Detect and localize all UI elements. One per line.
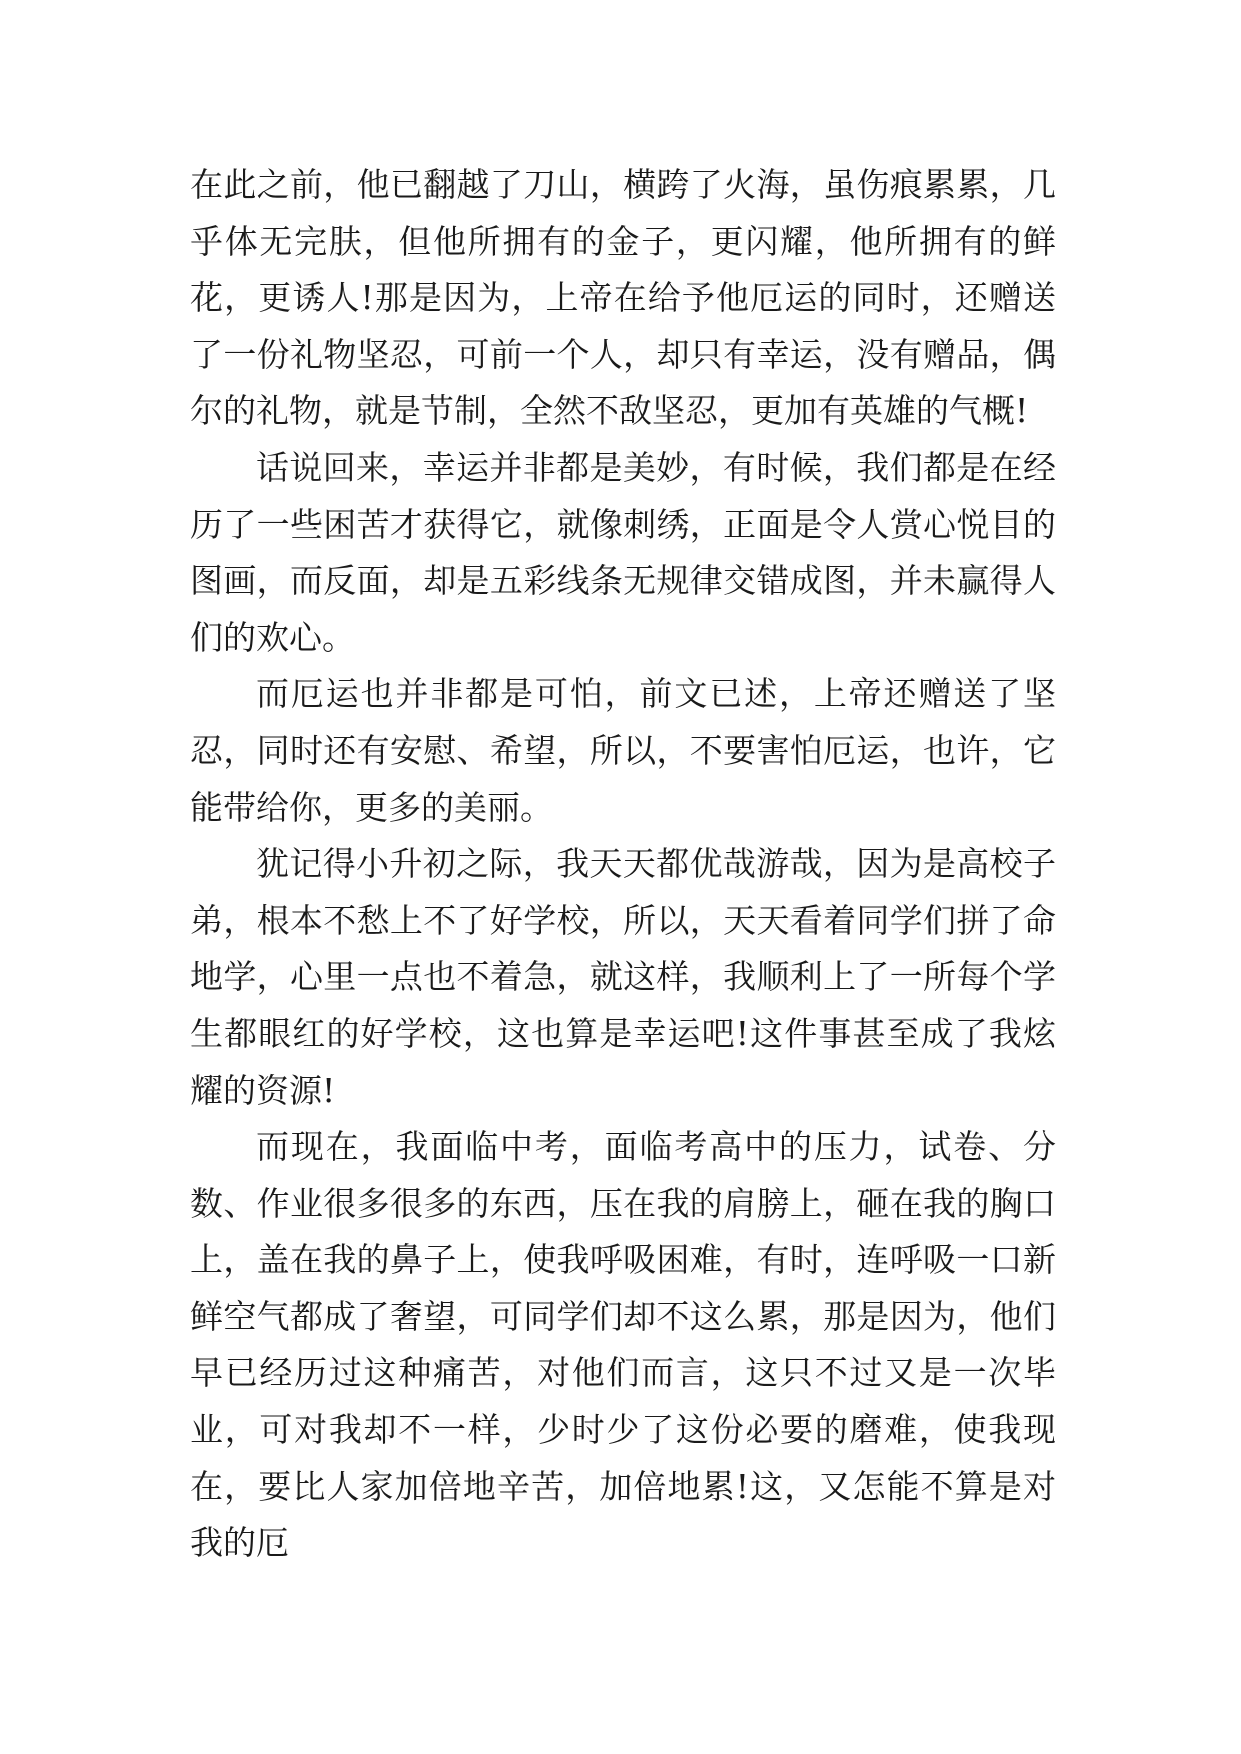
paragraph: 而现在，我面临中考，面临考高中的压力，试卷、分数、作业很多很多的东西，压在我的肩膀上，砸在我的胸口上，盖在我的鼻子上，使我呼吸困难，有时，连呼吸一口新鲜空气都成了奢望，可同学们却不这么累，那是因为，他们早已经历过这种痛苦，对他们而言，这只不过又是一次毕业，可对我却不一样，少时少了这份必要的磨难，使我现在，要比人家加倍地辛苦，加倍地累!这，又怎能不算是对我的厄 xyxy=(190,1127,1056,1563)
paragraph: 犹记得小升初之际，我天天都优哉游哉，因为是高校子弟，根本不愁上不了好学校，所以，天天看着同学们拼了命地学，心里一点也不着急，就这样，我顺利上了一所每个学生都眼红的好学校，这也算是幸运吧!这件事甚至成了我炫耀的资源! xyxy=(190,844,1056,1110)
paragraph: 而厄运也并非都是可怕，前文已述，上帝还赠送了坚忍，同时还有安慰、希望，所以，不要害怕厄运，也许，它能带给你，更多的美丽。 xyxy=(190,674,1056,827)
paragraph: 话说回来，幸运并非都是美妙，有时候，我们都是在经历了一些困苦才获得它，就像刺绣，正面是令人赏心悦目的图画，而反面，却是五彩线条无规律交错成图，并未赢得人们的欢心。 xyxy=(190,447,1056,657)
paragraph-continuation: 在此之前，他已翻越了刀山，横跨了火海，虽伤痕累累，几乎体无完肤，但他所拥有的金子，更闪耀，他所拥有的鲜花，更诱人!那是因为，上帝在给予他厄运的同时，还赠送了一份礼物坚忍，可前一个人，却只有幸运，没有赠品，偶尔的礼物，就是节制，全然不敌坚忍，更加有英雄的气概! xyxy=(190,165,1056,431)
document-body xyxy=(190,157,1056,1572)
